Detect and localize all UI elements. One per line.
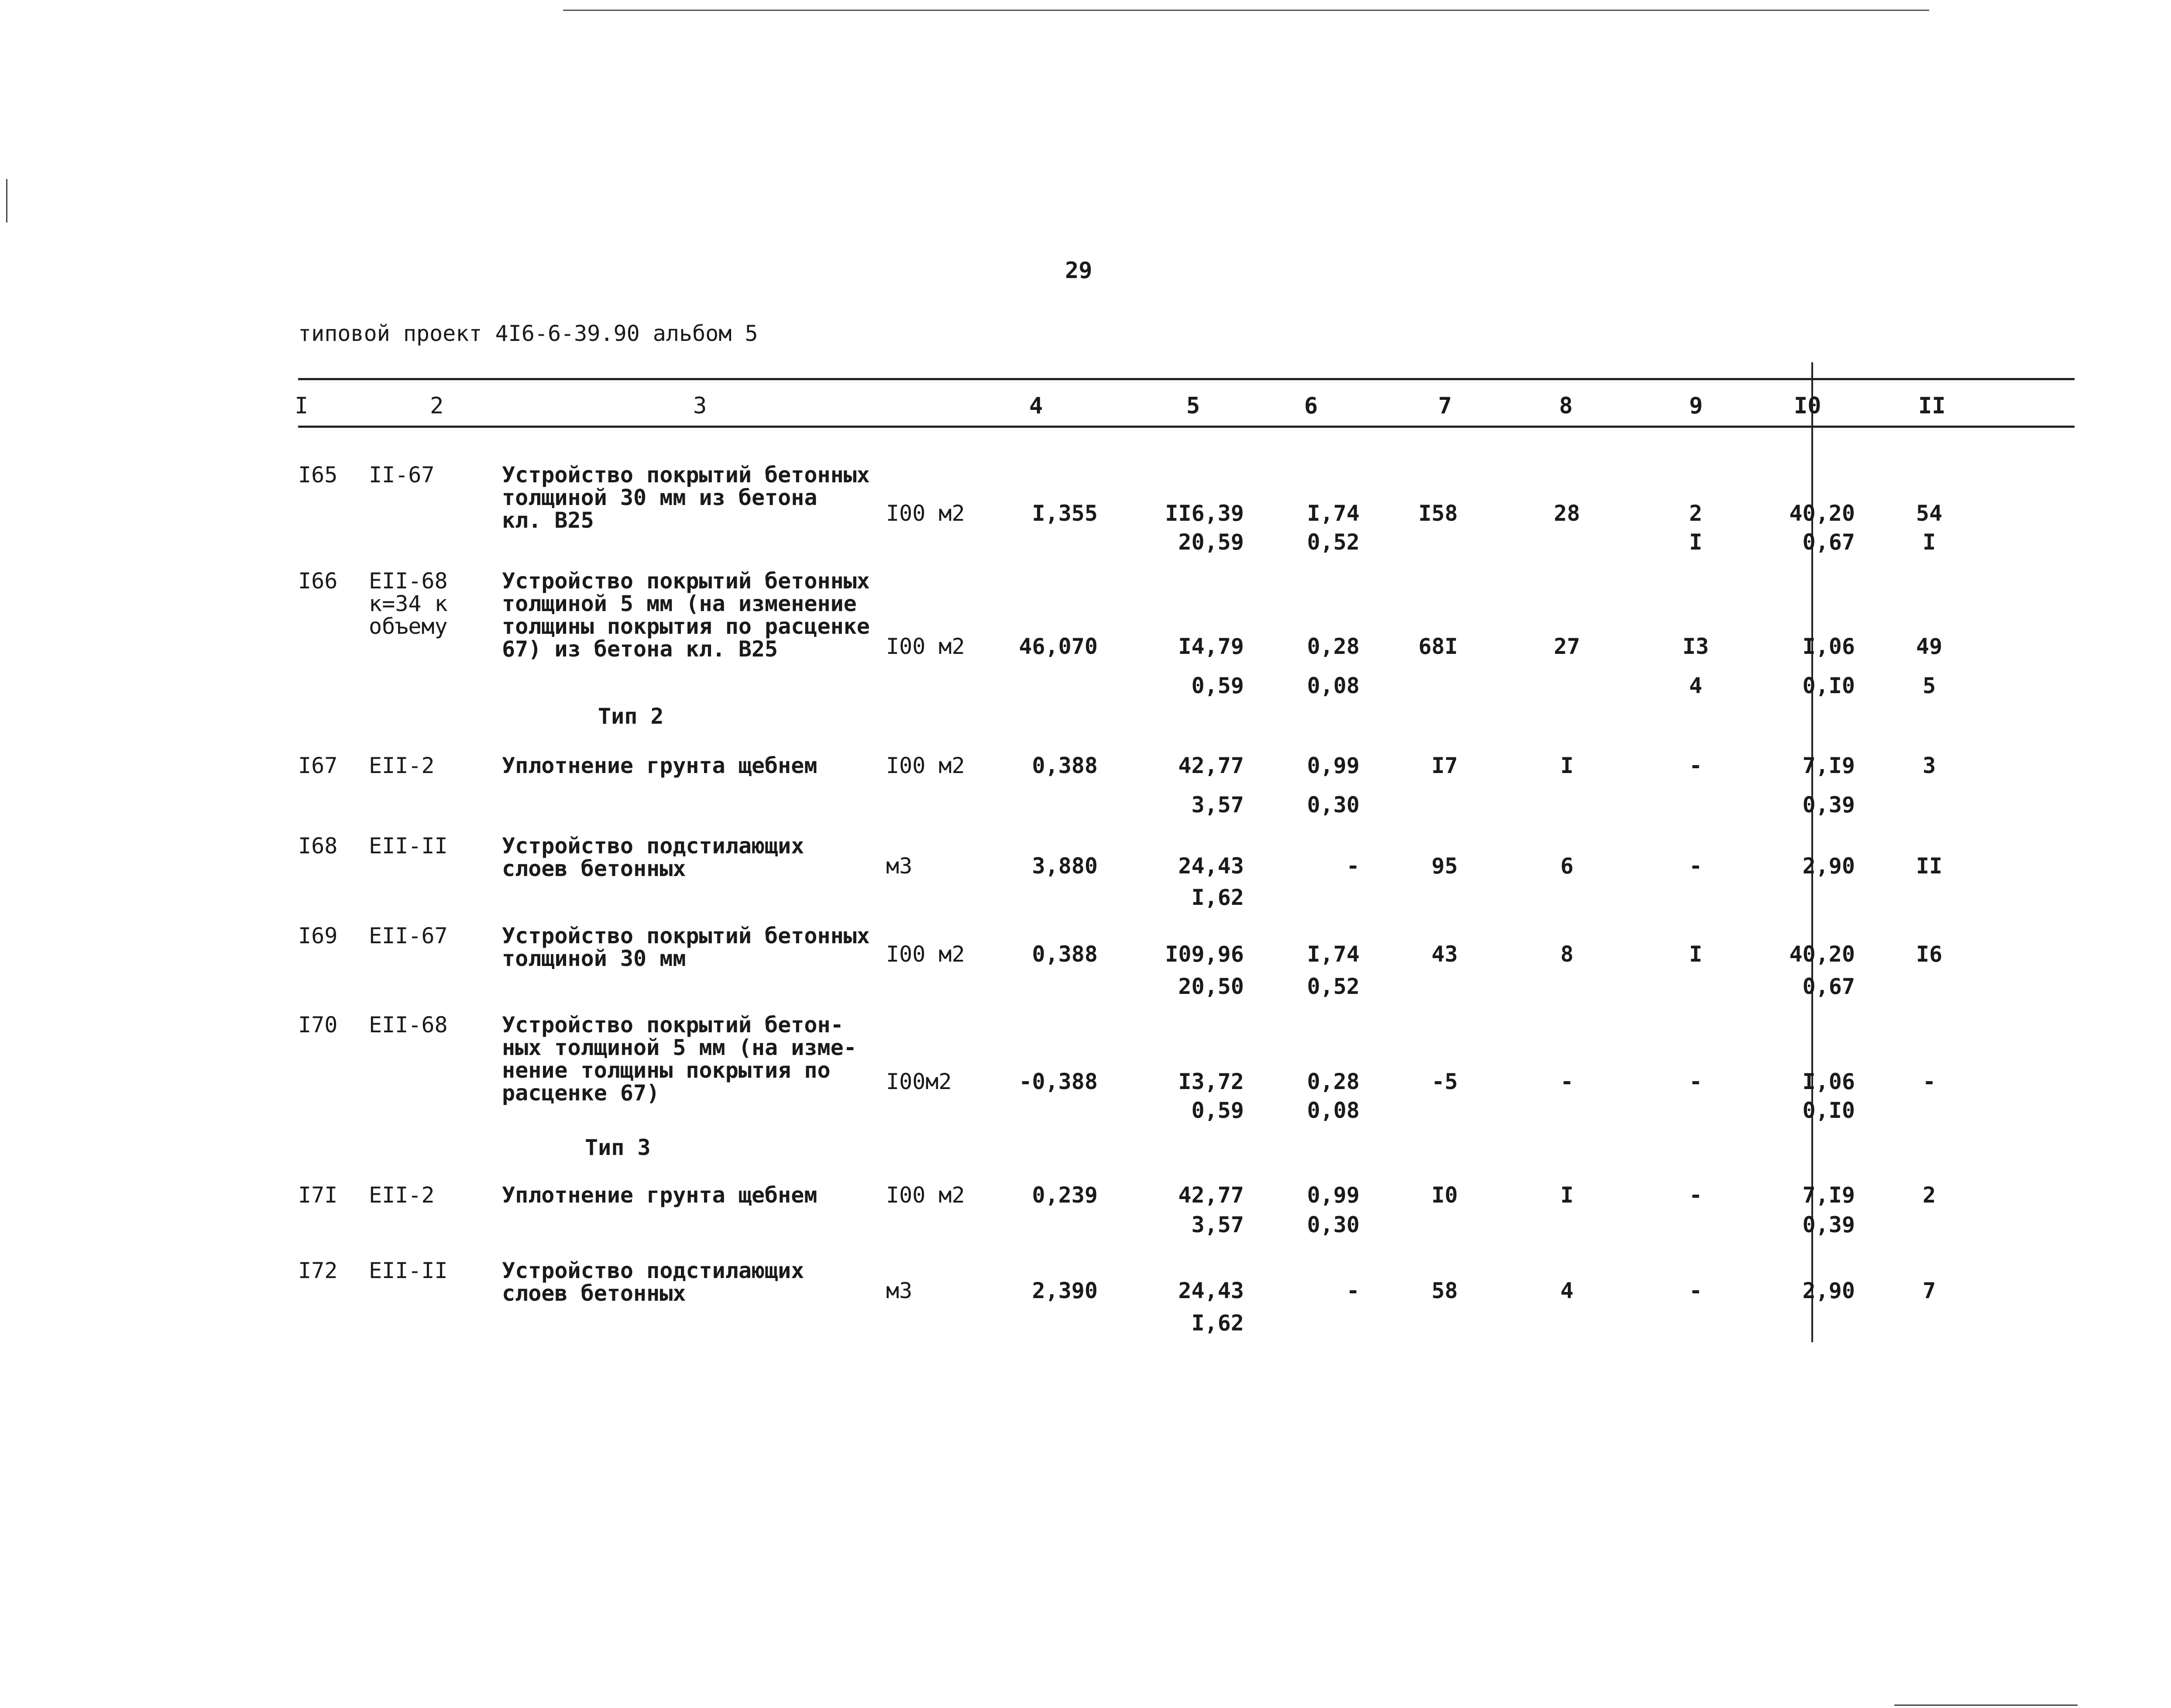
type-heading: Тип 2	[598, 704, 664, 729]
row-col6-bottom: 0,08	[1307, 1098, 1360, 1123]
row-col5-bottom: I,62	[1191, 1310, 1244, 1336]
row-col5-top: 24,43	[1178, 853, 1244, 879]
column-header: 4	[1029, 393, 1043, 419]
row-col11-top: 49	[1916, 634, 1943, 659]
column-header: 8	[1559, 393, 1573, 419]
row-col8: 6	[1560, 853, 1574, 879]
row-col5-bottom: 20,50	[1178, 974, 1244, 999]
row-unit: I00 м2	[886, 634, 965, 659]
row-code: ЕII-68 к=34 к объему	[369, 568, 448, 639]
row-col9-top: -	[1689, 1069, 1703, 1094]
row-col11-top: II	[1916, 853, 1943, 879]
row-col10-bottom: 0,I0	[1802, 673, 1855, 698]
row-col6-bottom: 0,30	[1307, 1212, 1360, 1237]
row-unit: I00 м2	[886, 942, 965, 967]
row-col7: 68I	[1418, 634, 1458, 659]
row-number: I65	[298, 462, 338, 488]
row-col9-top: I	[1689, 942, 1703, 967]
row-col10-top: 40,20	[1789, 501, 1855, 526]
row-number: I72	[298, 1258, 338, 1283]
row-code: II-67	[369, 462, 435, 488]
row-col8: 8	[1560, 942, 1574, 967]
document-header: типовой проект 4I6-6-39.90 альбом 5	[298, 321, 758, 346]
row-col8: I	[1560, 1182, 1574, 1208]
row-description: Устройство покрытий бетон- ных толщиной 5 мм (на изме- нение толщины покрытия по расценке 67)	[502, 1012, 857, 1106]
row-col10-bottom: 0,39	[1802, 792, 1855, 818]
column-header: I	[295, 393, 309, 419]
type-heading: Тип 3	[585, 1135, 651, 1160]
row-col10-top: 7,I9	[1802, 1182, 1855, 1208]
table-top-rule	[298, 378, 2075, 380]
row-code: ЕII-II	[369, 1258, 448, 1283]
row-col11-top: 54	[1916, 501, 1943, 526]
row-quantity: I,355	[1032, 501, 1098, 526]
row-col8: 28	[1553, 501, 1580, 526]
column-header: I0	[1794, 393, 1821, 419]
row-col5-top: II6,39	[1165, 501, 1244, 526]
row-col10-top: I,06	[1802, 634, 1855, 659]
row-description: Устройство покрытий бетонных толщиной 30 мм из бетона кл. В25	[502, 462, 870, 533]
row-unit: I00 м2	[886, 1182, 965, 1208]
row-description: Устройство подстилающих слоев бетонных	[502, 833, 804, 881]
row-col9-top: -	[1689, 1278, 1703, 1303]
row-col5-top: 24,43	[1178, 1278, 1244, 1303]
row-col8: 27	[1553, 634, 1580, 659]
row-col8: 4	[1560, 1278, 1574, 1303]
row-col11-bottom: 5	[1922, 673, 1936, 698]
column-header: 2	[430, 393, 444, 419]
row-col9-top: -	[1689, 853, 1703, 879]
row-col11-top: 7	[1922, 1278, 1936, 1303]
table-header-rule	[298, 426, 2075, 428]
row-quantity: 2,390	[1032, 1278, 1098, 1303]
row-description: Устройство покрытий бетонных толщиной 30 мм	[502, 923, 870, 971]
row-description: Устройство подстилающих слоев бетонных	[502, 1258, 804, 1306]
row-unit: I00 м2	[886, 501, 965, 526]
row-col11-top: 2	[1922, 1182, 1936, 1208]
left-margin-mark	[6, 179, 7, 223]
row-description: Устройство покрытий бетонных толщиной 5 мм (на изменение толщины покрытия по расценке 67) из бетона кл. В25	[502, 568, 870, 662]
row-col6-top: 0,99	[1307, 753, 1360, 778]
row-col9-top: -	[1689, 753, 1703, 778]
top-scan-line	[563, 10, 1929, 11]
row-col6-top: -	[1346, 853, 1360, 879]
row-quantity: 3,880	[1032, 853, 1098, 879]
row-col10-top: 40,20	[1789, 942, 1855, 967]
row-col5-bottom: 0,59	[1191, 1098, 1244, 1123]
row-col10-top: 2,90	[1802, 1278, 1855, 1303]
row-col6-bottom: 0,52	[1307, 974, 1360, 999]
row-col5-bottom: 3,57	[1191, 1212, 1244, 1237]
row-col9-bottom: I	[1689, 529, 1703, 555]
page-number: 29	[1065, 258, 1092, 284]
row-col11-top: -	[1922, 1069, 1936, 1094]
row-col6-bottom: 0,30	[1307, 792, 1360, 818]
row-col6-top: 0,28	[1307, 1069, 1360, 1094]
row-description: Уплотнение грунта щебнем	[502, 753, 818, 778]
row-unit: I00 м2	[886, 753, 965, 778]
row-number: I7I	[298, 1182, 338, 1208]
column-header: II	[1918, 393, 1946, 419]
row-col6-bottom: 0,52	[1307, 529, 1360, 555]
row-quantity: 0,388	[1032, 753, 1098, 778]
row-unit: I00м2	[886, 1069, 952, 1094]
row-col7: I58	[1418, 501, 1458, 526]
column-header: 5	[1186, 393, 1200, 419]
row-quantity: -0,388	[1019, 1069, 1098, 1094]
bottom-right-rule	[1894, 1705, 2078, 1706]
row-col5-top: 42,77	[1178, 753, 1244, 778]
row-col8: I	[1560, 753, 1574, 778]
row-col7: 43	[1431, 942, 1458, 967]
row-description: Уплотнение грунта щебнем	[502, 1182, 818, 1208]
row-number: I67	[298, 753, 338, 778]
row-col10-bottom: 0,67	[1802, 529, 1855, 555]
column-header: 6	[1304, 393, 1318, 419]
row-col10-bottom: 0,39	[1802, 1212, 1855, 1237]
row-number: I66	[298, 568, 338, 594]
row-col5-top: I4,79	[1178, 634, 1244, 659]
row-col7: I7	[1431, 753, 1458, 778]
row-col10-bottom: 0,67	[1802, 974, 1855, 999]
row-col6-top: 0,99	[1307, 1182, 1360, 1208]
row-col6-top: 0,28	[1307, 634, 1360, 659]
row-col7: 95	[1431, 853, 1458, 879]
row-col6-top: -	[1346, 1278, 1360, 1303]
row-quantity: 0,388	[1032, 942, 1098, 967]
row-col10-top: 7,I9	[1802, 753, 1855, 778]
row-col5-top: I09,96	[1165, 942, 1244, 967]
row-quantity: 0,239	[1032, 1182, 1098, 1208]
row-code: ЕII-67	[369, 923, 448, 949]
row-col5-top: I3,72	[1178, 1069, 1244, 1094]
row-col5-bottom: 0,59	[1191, 673, 1244, 698]
row-col10-bottom: 0,I0	[1802, 1098, 1855, 1123]
row-col6-bottom: 0,08	[1307, 673, 1360, 698]
row-code: ЕII-68	[369, 1012, 448, 1038]
row-col5-bottom: I,62	[1191, 885, 1244, 910]
column-header: 3	[693, 393, 707, 419]
row-col11-top: 3	[1922, 753, 1936, 778]
row-code: ЕII-II	[369, 833, 448, 859]
column-header: 9	[1689, 393, 1703, 419]
row-number: I70	[298, 1012, 338, 1038]
row-unit: м3	[886, 853, 913, 879]
row-col9-top: -	[1689, 1182, 1703, 1208]
row-col11-top: I6	[1916, 942, 1943, 967]
row-unit: м3	[886, 1278, 913, 1303]
row-col7: I0	[1431, 1182, 1458, 1208]
row-col7: 58	[1431, 1278, 1458, 1303]
row-col7: -5	[1431, 1069, 1458, 1094]
row-col5-bottom: 20,59	[1178, 529, 1244, 555]
row-col5-bottom: 3,57	[1191, 792, 1244, 818]
column-header: 7	[1438, 393, 1452, 419]
row-col10-top: I,06	[1802, 1069, 1855, 1094]
row-col11-bottom: I	[1922, 529, 1936, 555]
row-col8: -	[1560, 1069, 1574, 1094]
row-col9-top: 2	[1689, 501, 1703, 526]
row-col5-top: 42,77	[1178, 1182, 1244, 1208]
row-col6-top: I,74	[1307, 942, 1360, 967]
row-col6-top: I,74	[1307, 501, 1360, 526]
row-code: ЕII-2	[369, 753, 435, 778]
row-col9-bottom: 4	[1689, 673, 1703, 698]
row-col10-top: 2,90	[1802, 853, 1855, 879]
row-quantity: 46,070	[1019, 634, 1098, 659]
row-number: I69	[298, 923, 338, 949]
row-code: ЕII-2	[369, 1182, 435, 1208]
row-number: I68	[298, 833, 338, 859]
row-col9-top: I3	[1682, 634, 1709, 659]
